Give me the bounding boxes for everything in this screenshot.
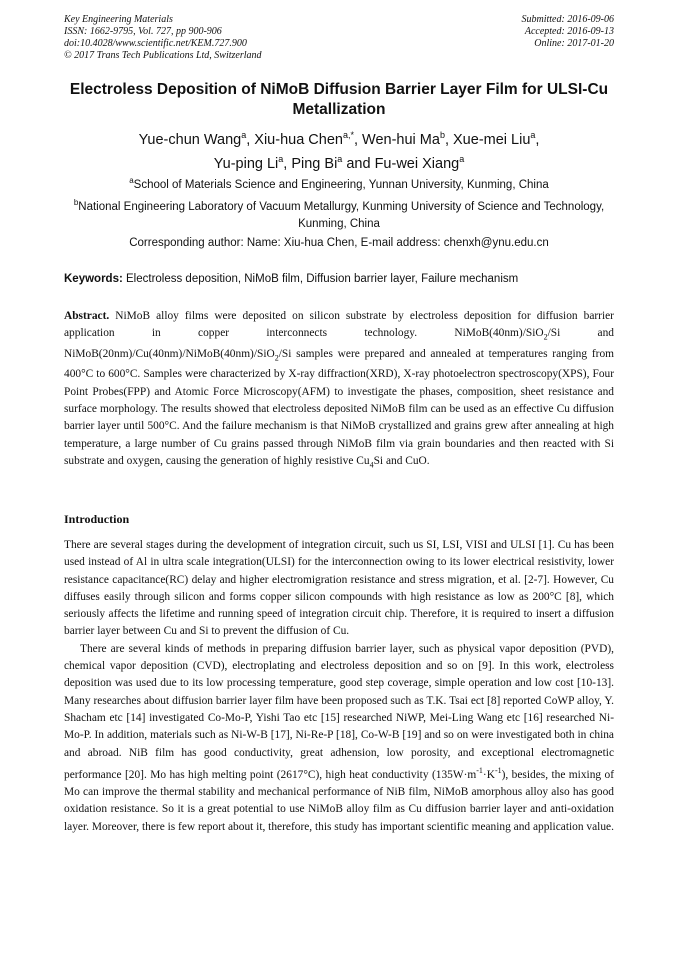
affil-marker: a (278, 153, 284, 164)
corresponding-author: Corresponding author: Name: Xiu-hua Chen, E-mail address: chenxh@ynu.edu.cn (129, 237, 549, 249)
superscript: -1 (476, 765, 483, 775)
author-name: Wen-hui Ma (362, 131, 440, 148)
abstract-text: Si and CuO. (373, 454, 430, 467)
keywords-label: Keywords: (64, 273, 123, 285)
author-name: Yue-chun Wang (138, 131, 242, 148)
introduction-body (64, 537, 614, 836)
accepted-date: Accepted: 2016-09-13 (524, 26, 614, 37)
affil-marker: a (337, 153, 343, 164)
author-name: Yu-ping Li (213, 155, 279, 172)
author-name: Xue-mei Liu (453, 131, 531, 148)
author-name: Xiu-hua Chen (254, 131, 343, 148)
affil-marker: a (129, 176, 134, 185)
copyright: © 2017 Trans Tech Publications Ltd, Switzerland (64, 50, 262, 61)
author-conjunction: and (346, 155, 371, 172)
doi-link[interactable]: doi:10.4028/www.scientific.net/KEM.727.900 (64, 38, 247, 49)
superscript: -1 (494, 765, 502, 775)
abstract-label: Abstract. (64, 310, 110, 322)
affil-marker: a (530, 130, 536, 140)
subscript: 2 (274, 353, 279, 363)
abstract (64, 308, 614, 474)
affil-marker: b (73, 198, 79, 207)
affil-marker: a (241, 130, 247, 140)
keywords (64, 272, 614, 287)
abstract-text: /Si samples were prepared and annealed at temperatures ranging from 400°C to 600°C. Samples were characterized by X-ray diffraction(XRD), X-ray photoelectron spectroscopy(XPS), Four Point Probes(FPP) and Atomic Force Microscopy(AFM) to investigate the phases, composition, sheet resistance and surface morphology. The results showed that electroless deposited NiMoB film can be used as an effective Cu diffusion barrier layer until 500°C. And the failure mechanism is that NiMoB crystallized and grains grew after annealing at high temperature, a large number of Cu grains passed through NiMoB film via grain boundaries and then reacted with Si substrate and oxygen, causing the generation of highly resistive Cu (64, 347, 614, 467)
section-heading-introduction: Introduction (64, 512, 130, 526)
affiliation-text: School of Materials Science and Engineering, Yunnan University, Kunming, China (133, 178, 549, 191)
paper-title: Electroless Deposition of NiMoB Diffusion Barrier Layer Film for ULSI-Cu Metallization (69, 81, 609, 118)
intro-paragraph-2 (64, 641, 614, 836)
affil-marker: a,* (342, 130, 354, 140)
keywords-text: Electroless deposition, NiMoB film, Diffusion barrier layer, Failure mechanism (126, 273, 519, 285)
online-date: Online: 2017-01-20 (534, 38, 614, 49)
abstract-text: /Si and NiMoB(20nm)/Cu(40nm)/NiMoB(40nm)/SiO (64, 327, 614, 360)
author-name: Fu-wei Xiang (374, 155, 460, 172)
affil-marker: b (439, 130, 445, 140)
author-list: Yue-chun Wang$^a$, Xiu-hua Chen$^{a,*}$, Wen-hui Ma$^b$, Xue-mei Liu$^a$, Yu-ping Li$^a$, Ping Bi$^a$ and Fu-wei Xiang$^a$ (138, 130, 540, 172)
submitted-date: Submitted: 2016-09-06 (521, 14, 614, 25)
paragraph-text: There are several kinds of methods in preparing diffusion barrier layer, such as physical vapor deposition (PVD), chemical vapor deposition (CVD), electroplating and electroless deposition and so on [9]. In this work, electroless deposition was used due to its low processing temperature, good step coverage, simple operation and low cost [10-13]. Many researches about diffusion barrier layer film have been proposed such as T.K. Tsai ect [8] reported CoWP alloy, Y. Shacham etc [14] investigated Co-Mo-P, Yishi Tao etc [15] researched NiWP, Mei-Ling Wang etc [16] researched Ni-Mo-P. In addition, materials such as Ni-W-B [17], Ni-Re-P [18], Co-W-B [19] and so on were investigated both in china and abroad. NiB film has good conductivity, great adhension, low porosity, and exceptional electromagnetic performance [20]. Mo has high melting point (2617°C), high heat conductivity (135W·m (64, 642, 614, 781)
paragraph-text: ·K (482, 768, 495, 781)
journal-issn: ISSN: 1662-9795, Vol. 727, pp 900-906 (64, 26, 222, 37)
journal-name: Key Engineering Materials (64, 14, 173, 25)
affiliation-b (64, 194, 614, 233)
paragraph-text: ), besides, the mixing of Mo can improve the thermal stability and mechanical performance of NiB film, NiMoB amorphous alloy also has good oxidation resistance. So it is a great potential to use NiMoB alloy film as Cu diffusion barrier layer and anti-oxidation layer. Moreover, there is few report about it, therefore, this study has important scientific meaning and application value. (64, 768, 614, 833)
affiliation-text: National Engineering Laboratory of Vacuum Metallurgy, Kunming University of Science and Technology, Kunming, China (78, 200, 605, 230)
dates-header (522, 14, 615, 50)
affiliation-a (64, 172, 614, 194)
affil-marker: a (459, 153, 465, 164)
abstract-text: NiMoB alloy films were deposited on silicon substrate by electroless deposition for diffusion barrier application in copper interconnects technology. NiMoB(40nm)/SiO (64, 310, 614, 340)
subscript: 4 (369, 460, 374, 470)
intro-paragraph-1: There are several stages during the development of integration circuit, such us SI, LSI, VISI and ULSI [1]. Cu has been used instead of Al in ultra scale integration(ULSI) for the interconnection owing to its lower electrical resistivity, lower resistance capacitance(RC) delay and higher electromigration resistance and stress migration, et al. [2-7]. However, Cu diffuses easily through silicon and forms copper silicon compounds with high resistance as low as 200°C [8], which seriously affects the lifetime and running speed of integration circuit chip. Therefore, it is required to insert a diffusion barrier layer between Cu and Si to prevent the diffusion of Cu. (64, 539, 614, 638)
subscript: 2 (543, 332, 548, 342)
author-name: Ping Bi (291, 155, 338, 172)
journal-header (64, 14, 262, 62)
